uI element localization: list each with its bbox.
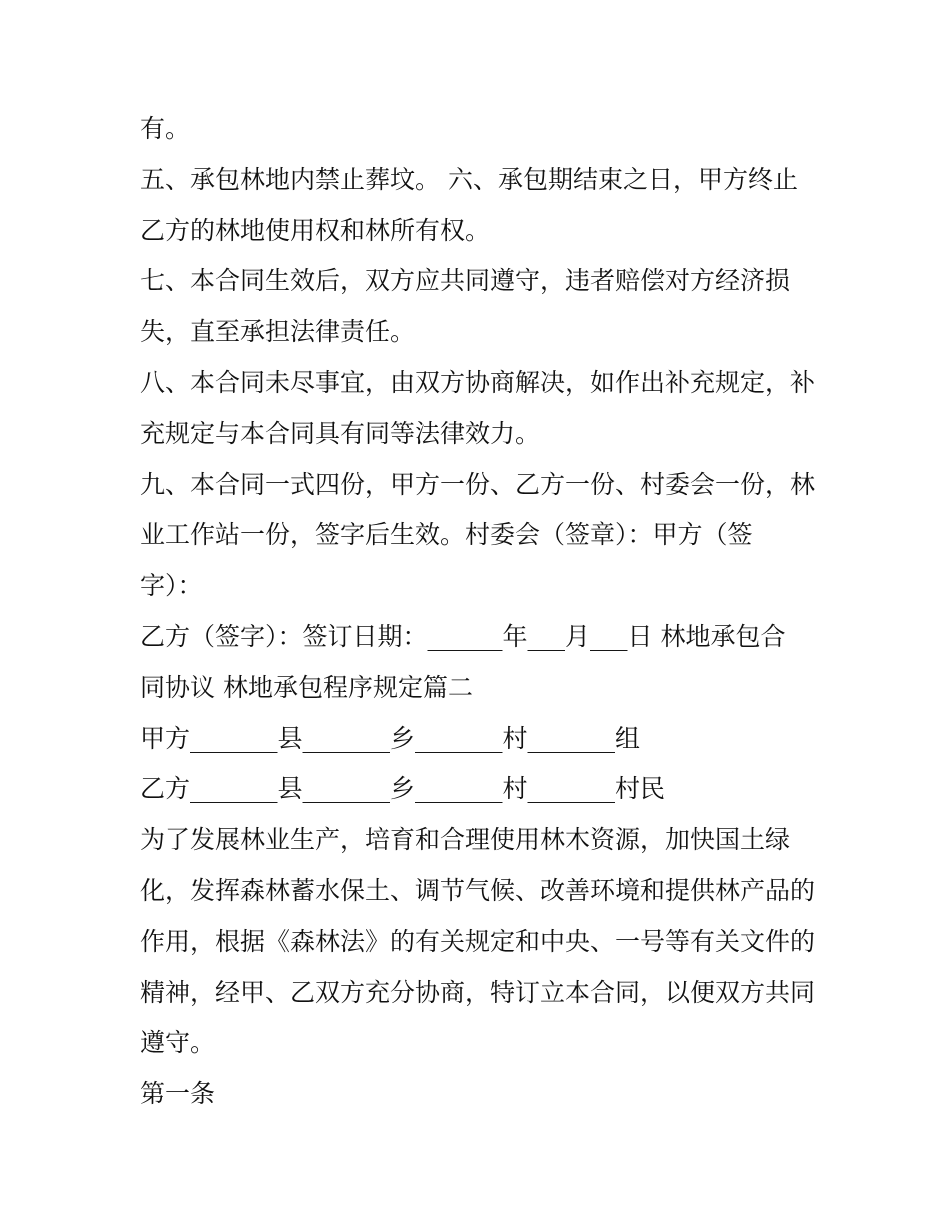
document-page [140,104,820,1120]
text-line-1: 有。 [140,114,191,143]
text-line-2: 五、承包林地内禁止葬坟。 六、承包期结束之日，甲方终止 [140,164,798,194]
text-line-11: 乙方（签字）：签订日期：______年___月___日 林地承包合 [140,621,786,651]
text-line-5: 失，直至承担法律责任。 [140,317,416,347]
text-line-13: 甲方_______县_______乡_______村_______组 [140,723,641,753]
text-line-19: 遵守。 [140,1028,216,1058]
text-line-20: 第一条 [140,1079,216,1109]
text-line-8: 九、本合同一式四份，甲方一份、乙方一份、村委会一份，林 [140,469,816,499]
text-line-17: 作用，根据《森林法》的有关规定和中央、一号等有关文件的 [140,926,816,956]
text-line-10: 字）： [140,571,203,601]
text-line-4: 七、本合同生效后，双方应共同遵守，违者赔偿对方经济损 [140,266,791,296]
text-line-12: 同协议 林地承包程序规定篇二 [140,672,473,702]
text-line-15: 为了发展林业生产，培育和合理使用林木资源，加快国土绿 [140,825,791,855]
text-line-7: 充规定与本合同具有同等法律效力。 [140,418,541,448]
text-line-14: 乙方_______县_______乡_______村_______村民 [140,774,666,804]
text-line-9: 业工作站一份，签字后生效。村委会（签章）：甲方（签 [140,520,753,550]
text-line-6: 八、本合同未尽事宜，由双方协商解决，如作出补充规定，补 [140,367,816,397]
text-line-18: 精神，经甲、乙双方充分协商，特订立本合同，以便双方共同 [140,977,816,1007]
text-line-16: 化，发挥森林蓄水保土、调节气候、改善环境和提供林产品的 [140,875,816,905]
text-line-3: 乙方的林地使用权和林所有权。 [140,215,491,245]
